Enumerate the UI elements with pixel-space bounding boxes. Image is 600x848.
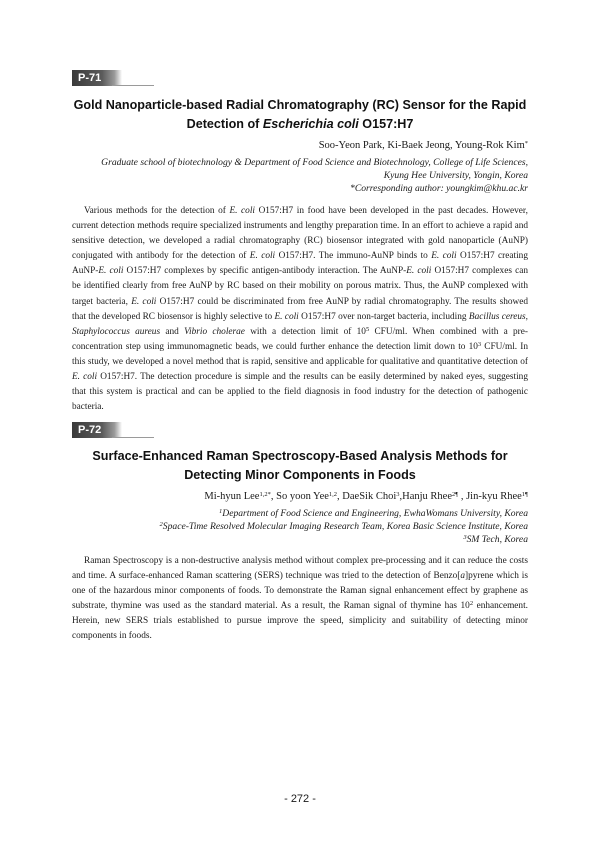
abstract-badge — [72, 70, 122, 86]
title-text: Detection of — [186, 117, 263, 131]
author-name: ,Hanju Rhee — [399, 491, 453, 502]
author-names: Soo-Yeon Park, Ki-Baek Jeong, Young-Rok Kim — [318, 140, 525, 151]
affiliation-line: $^1$Department of Food Science and Engineering, EwhaWomans University, Korea — [219, 508, 528, 519]
page-number: - 272 - — [284, 793, 316, 805]
author-name: , So yoon Yee — [270, 491, 329, 502]
badge-underline — [112, 437, 154, 438]
badge-underline — [112, 85, 154, 86]
affiliation-line: $^3$SM Tech, Korea — [463, 534, 528, 546]
title-species: Escherichia coli — [262, 117, 359, 131]
author-sup: 1¶ — [521, 491, 528, 498]
abstract-paragraph: Raman Spectroscopy is a non-destructive analysis method without complex pre-processing and it can reduce the costs and time. A surface-enhanced Raman scattering (SERS) technique was tried to the detection of Benzo[a]pyrene which is one of the hazardous minor components of foods. To demonstrate the Raman signal enhancement effect by graphene as substrate, thymine was used as the standard material. As a result, the Raman signal of thymine has $10^2$ enhancement. Herein, new SERS trials established to pursue improve the speed, simplicity and suitability of detecting minor components in foods. — [72, 556, 528, 642]
affiliation-block — [160, 507, 528, 547]
abstract-badge — [72, 422, 122, 438]
corresponding-mark: * — [524, 140, 528, 147]
author-name: Mi-hyun Lee — [204, 491, 260, 502]
abstract-title — [60, 447, 540, 485]
title-line: Detecting Minor Components in Foods — [184, 468, 416, 482]
corresponding-author: *Corresponding author: youngkim@khu.ac.kr — [350, 183, 528, 195]
abstract-body — [72, 554, 528, 645]
title-line — [60, 115, 540, 134]
affiliation-line: Graduate school of biotechnology & Department of Food Science and Biotechnology, College of Life Sciences, — [101, 157, 528, 168]
title-line: Gold Nanoparticle-based Radial Chromatography (RC) Sensor for the Rapid — [73, 98, 527, 112]
title-line: Surface-Enhanced Raman Spectroscopy-Based Analysis Methods for — [92, 449, 508, 463]
author-sup: 2¶ — [452, 491, 459, 498]
author-name: , Jin-kyu Rhee — [458, 491, 522, 502]
author-sup: 3 — [396, 491, 400, 498]
abstract-paragraph: Various methods for the detection of E. coli O157:H7 in food have been developed in the past decades. However, current detection methods require specialized instruments and lengthy preparation time. In an effort to achieve a rapid and sensitive detection, we developed a radial chromatography (RC) biosensor integrated with gold nanoparticle (AuNP) conjugated with antibody for the detection of E. coli O157:H7. The immuno-AuNP binds to E. coli O157:H7 creating AuNP-E. coli O157:H7 complexes by specific antigen-antibody interaction. The AuNP-E. coli O157:H7 complexes can be identified clearly from free AuNP by RC based on their mobility on porous matrix. Thus, the AuNP complexed with target bacteria, E. coli O157:H7 could be discriminated from free AuNP by radial chromatography. The results showed that the developed RC biosensor is highly selective to E. coli O157:H7 over non-target bacteria, including Bacillus cereus, Staphylococcus aureus and Vibrio cholerae with a detection limit of $10^5$ CFU/ml. When combined with a pre-concentration step using immunomagnetic beads, we could further enhance the detection limit down to $10^3$ CFU/ml. In this study, we developed a novel method that is rapid, sensitive and applicable for qualitative and quantitative detection of E. coli O157:H7. The detection procedure is simple and the results can be easily determined by naked eyes, suggesting that this system is practical and can be applied to the field diagnosis in food industry for the detection of pathogenic bacteria. — [72, 206, 529, 413]
author-sup: 1,2* — [259, 491, 271, 498]
title-text: O157:H7 — [358, 117, 414, 131]
badge-label: P-72 — [78, 424, 102, 436]
affiliation-line: Kyung Hee University, Yongin, Korea — [383, 170, 528, 182]
author-list — [319, 139, 528, 153]
author-list — [204, 490, 528, 504]
badge-label: P-71 — [78, 72, 102, 84]
abstract-body — [72, 204, 528, 415]
affiliation-block — [101, 156, 528, 196]
author-sup: 1,2 — [328, 491, 338, 498]
affiliation-line: $^2$Space-Time Resolved Molecular Imaging Research Team, Korea Basic Science Institute, Korea — [159, 521, 528, 533]
abstract-title — [60, 96, 540, 134]
author-name: , DaeSik Choi — [337, 491, 397, 502]
